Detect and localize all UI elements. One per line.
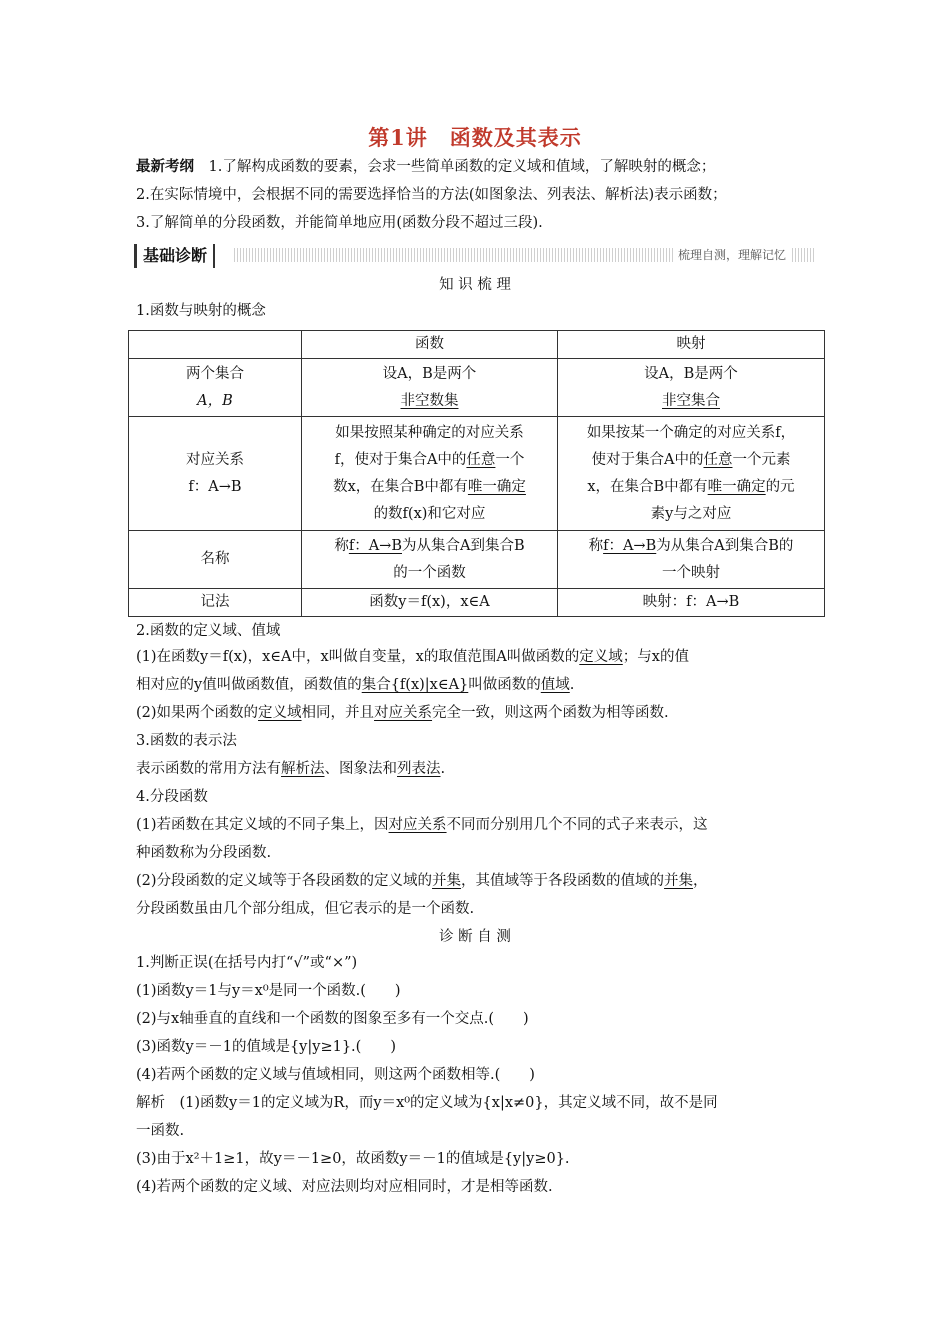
cell-text-underlined: 唯一确定 xyxy=(707,478,766,495)
outline-text-1: 1.了解构成函数的要素，会求一些简单函数的定义域和值域，了解映射的概念； xyxy=(208,159,716,175)
text: 表示函数的常用方法有 xyxy=(136,761,281,777)
cell-line: 对应关系 xyxy=(186,451,244,468)
text-underlined: 并集 xyxy=(432,873,462,889)
cell-line: 的数f(x)和它对应 xyxy=(373,505,486,522)
text-underlined: 并集 xyxy=(664,873,694,889)
question-1: (1)函数y＝1与y＝x⁰是同一个函数.( ) xyxy=(136,983,401,999)
cell-text: 的元 xyxy=(765,478,795,495)
cell-line: f：A→B xyxy=(188,478,242,495)
text: ， xyxy=(693,873,708,889)
text: 相对应的y值叫做函数值，函数值的 xyxy=(136,677,362,693)
table-cell xyxy=(302,417,558,531)
text: 、图象法和 xyxy=(324,761,397,777)
text: (1)若函数在其定义域的不同子集上，因 xyxy=(136,817,389,833)
text-underlined: 解析法 xyxy=(281,761,325,777)
section-title-knowledge: 知 识 梳 理 xyxy=(439,277,511,293)
answer-line-2: 一函数. xyxy=(136,1123,185,1139)
s2-para-1-line-2 xyxy=(136,674,574,696)
s4-para-1-line-2: 种函数称为分段函数. xyxy=(136,845,272,861)
banner-label: 基础诊断 xyxy=(134,244,215,268)
table-cell xyxy=(558,531,825,589)
cell-line: 设A，B是两个 xyxy=(382,365,477,382)
cell-text: 数x，在集合B中都有 xyxy=(333,478,468,495)
outline-line-3: 3.了解简单的分段函数，并能简单地应用(函数分段不超过三段). xyxy=(136,215,543,231)
table-header-function: 函数 xyxy=(302,331,558,359)
s2-heading: 2.函数的定义域、值域 xyxy=(136,623,281,639)
table-cell xyxy=(558,417,825,531)
table-cell xyxy=(302,531,558,589)
text: 相同，并且 xyxy=(301,705,375,721)
cell-line xyxy=(308,474,551,501)
table-row xyxy=(129,331,825,359)
cell-line: 如果按照某种确定的对应关系 xyxy=(335,424,524,441)
cell-line xyxy=(564,447,818,474)
cell-text: 一个 xyxy=(495,451,525,468)
text: ，其值域等于各段函数的值域的 xyxy=(461,873,665,889)
cell-line xyxy=(564,474,818,501)
answer-line-1 xyxy=(136,1092,718,1114)
s4-para-2-line-2: 分段函数虽由几个部分组成，但它表示的是一个函数. xyxy=(136,901,475,917)
s3-para xyxy=(136,758,445,780)
cell-line: 的一个函数 xyxy=(393,564,466,581)
outline-line-1 xyxy=(136,156,715,178)
cell-line: 如果按某一个确定的对应关系f， xyxy=(586,424,796,441)
table-row xyxy=(129,417,825,531)
question-3: (3)函数y＝－1的值域是{y|y≥1}.( ) xyxy=(136,1039,396,1055)
text-underlined: 定义域 xyxy=(579,649,623,665)
cell-line xyxy=(564,533,818,560)
s2-para-1-line-1 xyxy=(136,646,689,668)
s3-heading: 3.函数的表示法 xyxy=(136,733,237,749)
table-cell xyxy=(302,359,558,417)
text-underlined: 集合{f(x)|x∈A} xyxy=(361,677,469,693)
table-cell-name: 名称 xyxy=(129,531,302,589)
cell-line xyxy=(308,447,551,474)
page-title: 第1讲 函数及其表示 xyxy=(368,125,582,150)
cell-line: 设A，B是两个 xyxy=(644,365,738,382)
table-cell xyxy=(129,331,302,359)
text-underlined: 定义域 xyxy=(258,705,302,721)
section-title-diagnosis: 诊 断 自 测 xyxy=(439,929,511,945)
text-underlined: 对应关系 xyxy=(374,705,433,721)
cell-line: 一个映射 xyxy=(662,564,720,581)
s4-para-1-line-1 xyxy=(136,814,708,836)
cell-text-underlined: 任意 xyxy=(466,451,496,468)
cell-line xyxy=(308,533,551,560)
cell-line: 素y与之对应 xyxy=(650,505,732,522)
text: (2)如果两个函数的 xyxy=(136,705,259,721)
cell-line: 非空集合 xyxy=(662,392,720,409)
s2-para-2 xyxy=(136,702,669,724)
table-cell xyxy=(129,417,302,531)
table-header-mapping: 映射 xyxy=(558,331,825,359)
q-heading: 1.判断正误(在括号内打“√”或“×”) xyxy=(136,955,358,971)
cell-text: 称 xyxy=(588,537,604,554)
text: 不同而分别用几个不同的式子来表示，这 xyxy=(446,817,708,833)
cell-text: 称 xyxy=(334,537,349,554)
question-2: (2)与x轴垂直的直线和一个函数的图象至多有一个交点.( ) xyxy=(136,1011,529,1027)
table-cell-notation: 记法 xyxy=(129,589,302,617)
text: 完全一致，则这两个函数为相等函数. xyxy=(432,705,669,721)
cell-text: f，使对于集合A中的 xyxy=(334,451,467,468)
text: . xyxy=(569,677,575,693)
outline-label: 最新考纲 xyxy=(136,158,194,175)
s4-heading: 4.分段函数 xyxy=(136,789,208,805)
text: (1)函数y＝1的定义域为R，而y＝x⁰的定义域为{x|x≠0}，其定义域不同，故不是同 xyxy=(165,1095,718,1111)
table-cell xyxy=(558,359,825,417)
text: ；与x的值 xyxy=(622,649,689,665)
text-underlined: 对应关系 xyxy=(388,817,447,833)
text: (2)分段函数的定义域等于各段函数的定义域的 xyxy=(136,873,433,889)
question-4: (4)若两个函数的定义域与值域相同，则这两个函数相等.( ) xyxy=(136,1067,535,1083)
banner-tag: 梳理自测，理解记忆 xyxy=(674,246,790,263)
cell-text: 为从集合A到集合B xyxy=(402,537,525,554)
table-cell xyxy=(129,359,302,417)
answer-line-3: (3)由于x²＋1≥1，故y＝－1≥0，故函数y＝－1的值域是{y|y≥0}. xyxy=(136,1151,570,1167)
text: . xyxy=(440,761,446,777)
text: 叫做函数的 xyxy=(468,677,541,693)
table-cell: 函数y＝f(x)，x∈A xyxy=(302,589,558,617)
answer-line-4: (4)若两个函数的定义域、对应法则均对应相同时，才是相等函数. xyxy=(136,1179,553,1195)
table-row xyxy=(129,589,825,617)
text-underlined: 值域 xyxy=(540,677,570,693)
concept-table xyxy=(128,330,825,617)
outline-line-2: 2.在实际情境中，会根据不同的需要选择恰当的方法(如图象法、列表法、解析法)表示函数； xyxy=(136,187,727,203)
s1-heading: 1.函数与映射的概念 xyxy=(136,303,266,319)
table-row xyxy=(129,531,825,589)
text: (1)在函数y＝f(x)，x∈A中，x叫做自变量，x的取值范围A叫做函数的 xyxy=(136,649,580,665)
cell-text: 为从集合A到集合B的 xyxy=(656,537,794,554)
text-underlined: 列表法 xyxy=(397,761,441,777)
answer-label: 解析 xyxy=(136,1095,165,1111)
cell-text-underlined: 任意 xyxy=(703,451,733,468)
cell-text: x，在集合B中都有 xyxy=(587,478,708,495)
cell-text-underlined: 唯一确定 xyxy=(467,478,526,495)
cell-text-underlined: f：A→B xyxy=(348,537,402,554)
section-banner xyxy=(128,244,814,268)
cell-text: 一个元素 xyxy=(732,451,791,468)
cell-line: 两个集合 xyxy=(186,365,244,382)
s4-para-2-line-1 xyxy=(136,870,708,892)
cell-text: 使对于集合A中的 xyxy=(591,451,704,468)
table-cell: 映射：f：A→B xyxy=(558,589,825,617)
table-row xyxy=(129,359,825,417)
cell-line: A，B xyxy=(197,392,233,409)
cell-line: 非空数集 xyxy=(400,392,459,409)
cell-text-underlined: f：A→B xyxy=(603,537,657,554)
